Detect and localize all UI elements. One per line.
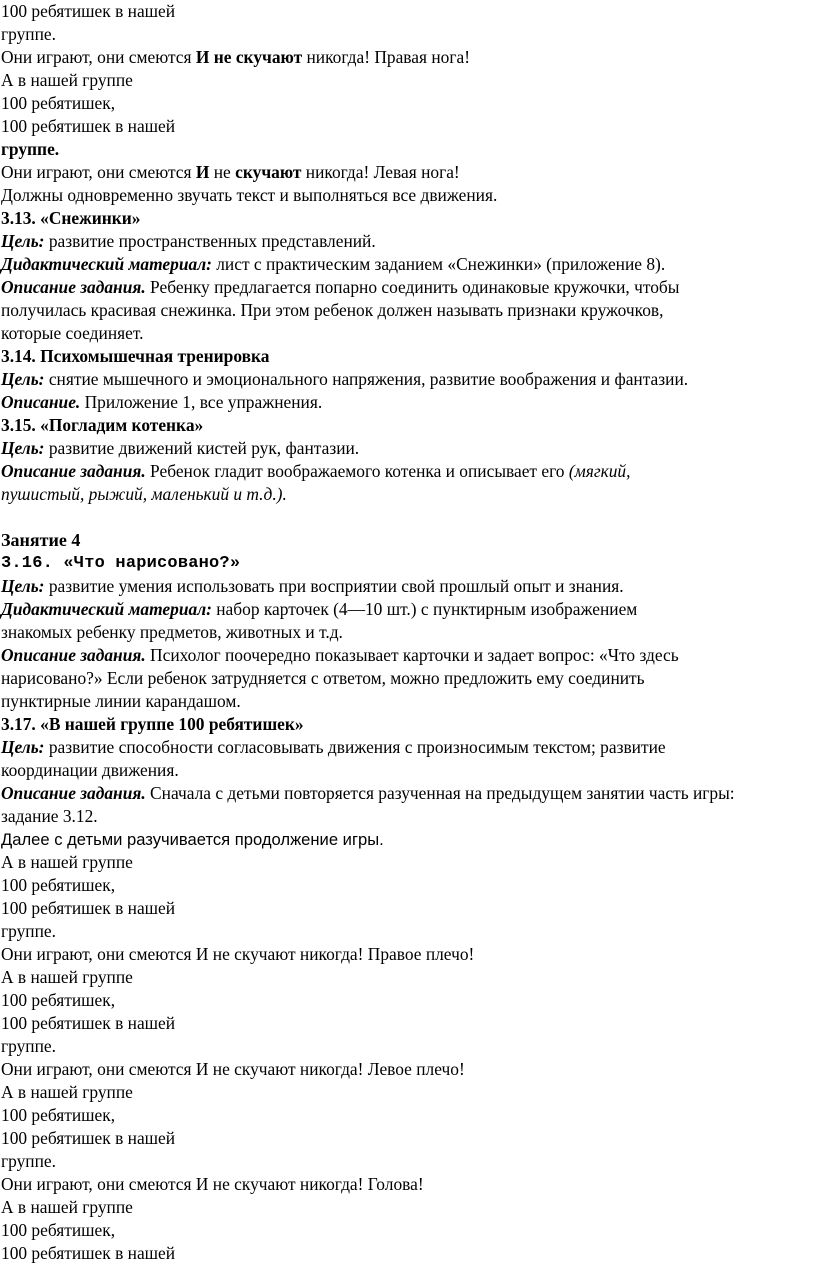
lesson-heading: Занятие 4	[1, 530, 81, 550]
verse-line	[1, 161, 812, 184]
section-title-3-16: 3.16. «Что нарисовано?»	[1, 554, 241, 573]
description-line: задание 3.12.	[1, 806, 98, 826]
goal-line	[1, 368, 812, 391]
section-title-3-17: 3.17. «В нашей группе 100 ребятишек»	[1, 714, 304, 734]
description-label: Описание задания.	[1, 277, 146, 297]
verse-line: 100 ребятишек,	[1, 990, 116, 1010]
verse-line: группе.	[1, 24, 56, 44]
goal-line	[1, 736, 812, 759]
spacer	[1, 506, 812, 529]
description-line	[1, 460, 812, 483]
goal-text: развитие движений кистей рук, фантазии.	[44, 438, 360, 458]
verse-line: А в нашей группе	[1, 967, 133, 987]
description-line	[1, 391, 812, 414]
verse-line: 100 ребятишек в нашей	[1, 1, 176, 21]
description-line: пушистый, рыжий, маленький и т.д.).	[1, 484, 287, 504]
verse-line: 100 ребятишек,	[1, 1220, 116, 1240]
verse-line: 100 ребятишек в нашей	[1, 1243, 176, 1263]
verse-line: Они играют, они смеются И не скучают никогда! Правое плечо!	[1, 944, 475, 964]
verse-line: А в нашей группе	[1, 1197, 133, 1217]
verse-line: 100 ребятишек в нашей	[1, 116, 176, 136]
description-text: Психолог поочередно показывает карточки и задает вопрос: «Что здесь	[145, 645, 679, 665]
material-line: знакомых ребенку предметов, животных и т.д.	[1, 622, 343, 642]
verse-line: 100 ребятишек в нашей	[1, 898, 176, 918]
section-title-3-14: 3.14. Психомышечная тренировка	[1, 346, 270, 366]
goal-text: развитие пространственных представлений.	[44, 231, 376, 251]
goal-line	[1, 437, 812, 460]
section-title-3-15: 3.15. «Погладим котенка»	[1, 415, 204, 435]
goal-text: развитие умения использовать при восприятии свой прошлый опыт и знания.	[44, 576, 624, 596]
material-text: набор карточек (4—10 шт.) с пунктирным изображением	[211, 599, 638, 619]
section-title-3-13: 3.13. «Снежинки»	[1, 208, 141, 228]
bold-span: И	[195, 162, 210, 182]
goal-line	[1, 575, 812, 598]
verse-line: 100 ребятишек,	[1, 93, 116, 113]
description-text: Ребенку предлагается попарно соединить одинаковые кружочки, чтобы	[145, 277, 680, 297]
description-line: нарисовано?» Если ребенок затрудняется с ответом, можно предложить ему соединить	[1, 668, 645, 688]
verse-line: А в нашей группе	[1, 70, 133, 90]
verse-line: А в нашей группе	[1, 852, 133, 872]
material-line	[1, 253, 812, 276]
material-label: Дидактический материал:	[1, 599, 212, 619]
description-line: которые соединяет.	[1, 323, 144, 343]
material-label: Дидактический материал:	[1, 254, 212, 274]
text-span: Они играют, они смеются	[1, 162, 196, 182]
verse-line: группе.	[1, 1036, 56, 1056]
verse-line: группе.	[1, 1151, 56, 1171]
goal-line	[1, 230, 812, 253]
verse-line: 100 ребятишек в нашей	[1, 1013, 176, 1033]
goal-label: Цель:	[1, 438, 45, 458]
description-line: получилась красивая снежинка. При этом ребенок должен называть признаки кружочков,	[1, 300, 664, 320]
goal-label: Цель:	[1, 369, 45, 389]
goal-label: Цель:	[1, 737, 45, 757]
verse-line	[1, 46, 812, 69]
description-line: пунктирные линии карандашом.	[1, 691, 241, 711]
description-line	[1, 782, 812, 805]
bold-span: И не скучают	[195, 47, 303, 67]
text-span: никогда! Левая нога!	[301, 162, 460, 182]
instruction-line: Далее с детьми разучивается продолжение игры.	[1, 830, 384, 849]
verse-line: А в нашей группе	[1, 1082, 133, 1102]
verse-line: 100 ребятишек,	[1, 1105, 116, 1125]
description-text: Ребенок гладит воображаемого котенка и описывает его	[145, 461, 569, 481]
verse-line: группе.	[1, 921, 56, 941]
material-line	[1, 598, 812, 621]
description-label: Описание задания.	[1, 783, 146, 803]
italic-span: (мягкий,	[568, 461, 631, 481]
description-text: Сначала с детьми повторяется разученная на предыдущем занятии часть игры:	[145, 783, 735, 803]
verse-line: группе.	[1, 139, 60, 159]
bold-span: скучают	[235, 162, 302, 182]
description-line	[1, 276, 812, 299]
goal-label: Цель:	[1, 231, 45, 251]
goal-text: снятие мышечного и эмоционального напряжения, развитие воображения и фантазии.	[44, 369, 689, 389]
description-label: Описание задания.	[1, 645, 146, 665]
goal-line: координации движения.	[1, 760, 179, 780]
goal-label: Цель:	[1, 576, 45, 596]
text-span: Они играют, они смеются	[1, 47, 196, 67]
verse-line: 100 ребятишек в нашей	[1, 1128, 176, 1148]
text-span: никогда! Правая нога!	[302, 47, 470, 67]
description-text: Приложение 1, все упражнения.	[80, 392, 323, 412]
description-label: Описание задания.	[1, 461, 146, 481]
verse-line: Они играют, они смеются И не скучают никогда! Левое плечо!	[1, 1059, 465, 1079]
instruction-line: Должны одновременно звучать текст и выполняться все движения.	[1, 185, 498, 205]
text-span: не	[209, 162, 236, 182]
material-text: лист с практическим заданием «Снежинки» (приложение 8).	[211, 254, 666, 274]
verse-line: Они играют, они смеются И не скучают никогда! Голова!	[1, 1174, 424, 1194]
verse-line: 100 ребятишек,	[1, 875, 116, 895]
description-line	[1, 644, 812, 667]
description-label: Описание.	[1, 392, 81, 412]
goal-text: развитие способности согласовывать движения с произносимым текстом; развитие	[44, 737, 666, 757]
